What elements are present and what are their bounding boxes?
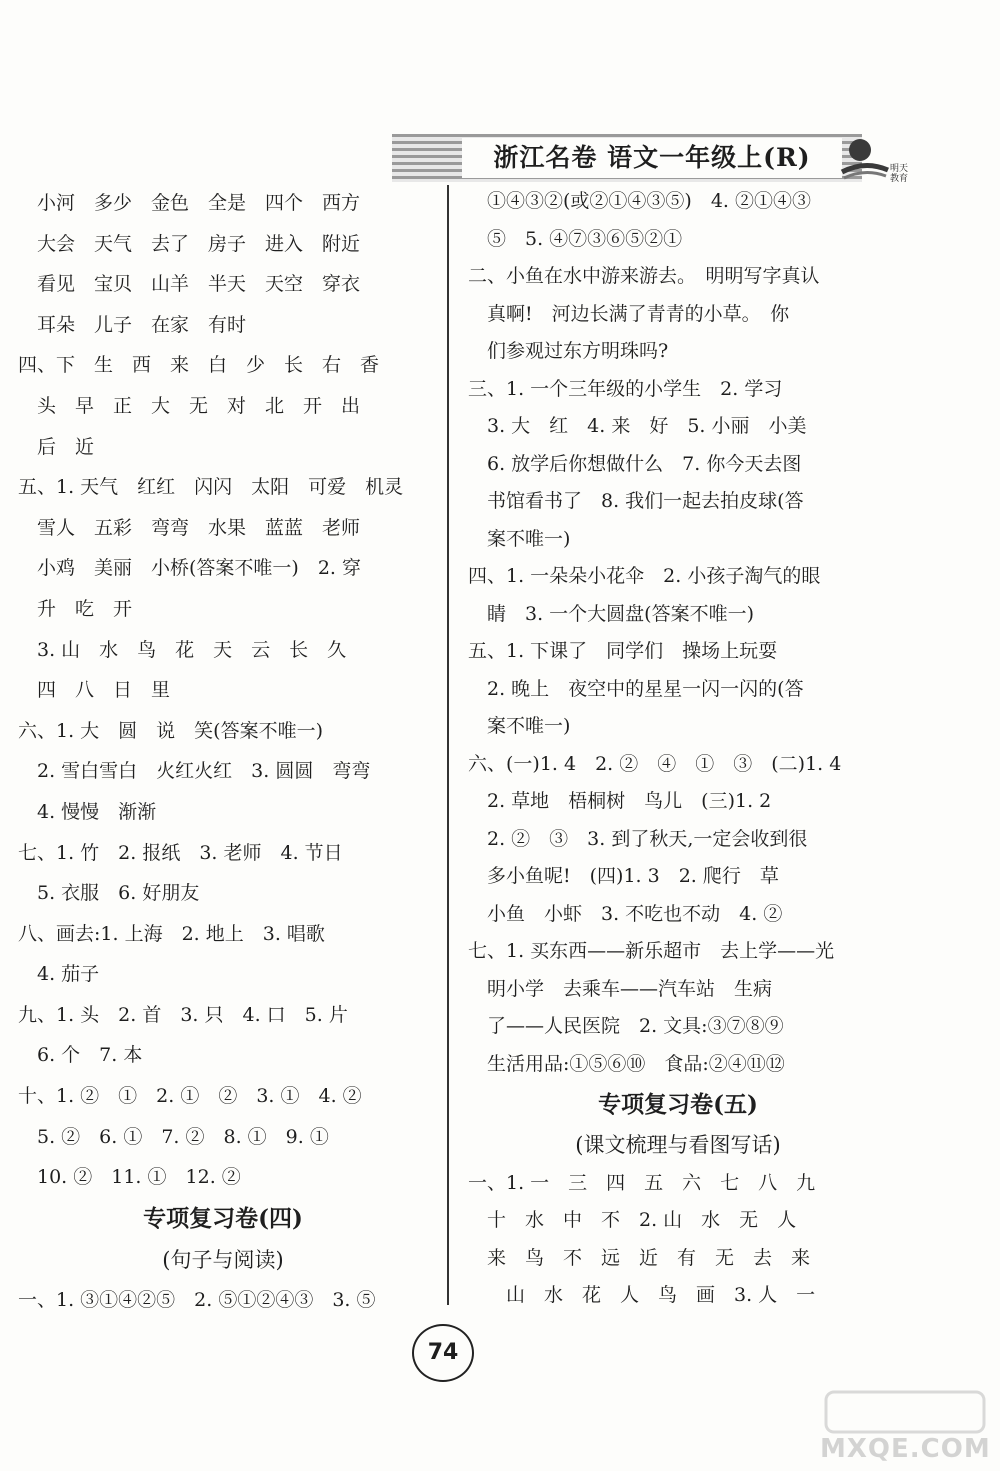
page-number: 74 bbox=[412, 1324, 474, 1382]
answer-line: 七、1. 竹 2. 报纸 3. 老师 4. 节日 bbox=[18, 841, 343, 864]
section-subtitle-5: (课文梳理与看图写话) bbox=[575, 1133, 781, 1157]
right-tail-lines bbox=[468, 1165, 888, 1315]
answer-line: 七、1. 买东西——新乐超市 去上学——光 bbox=[468, 940, 835, 962]
answer-line: 多小鱼呢! (四)1. 3 2. 爬行 草 bbox=[468, 865, 779, 887]
answer-line: 睛 3. 一个大圆盘(答案不唯一) bbox=[468, 602, 754, 625]
answer-line: 十、1. ② ① 2. ① ② 3. ① 4. ② bbox=[18, 1085, 362, 1108]
answer-line: 2. 晚上 夜空中的星星一闪一闪的(答 bbox=[468, 677, 804, 700]
answer-line: 小河 多少 金色 全是 四个 西方 bbox=[18, 192, 361, 214]
answer-line: 看见 宝贝 山羊 半天 天空 穿衣 bbox=[18, 273, 361, 296]
answer-line: 书馆看书了 8. 我们一起去拍皮球(答 bbox=[468, 490, 804, 512]
answer-line: 3. 大 红 4. 来 好 5. 小丽 小美 bbox=[468, 415, 807, 437]
answer-line: 九、1. 头 2. 首 3. 只 4. 口 5. 片 bbox=[18, 1003, 348, 1026]
answer-line: 了——人民医院 2. 文具:③⑦⑧⑨ bbox=[468, 1015, 784, 1037]
header-title: 浙江名卷 语文一年级上(R) bbox=[462, 138, 842, 178]
left-answer-lines bbox=[18, 183, 428, 1198]
answer-line: 十 水 中 不 2. 山 水 无 人 bbox=[468, 1209, 797, 1231]
answer-line: 来 鸟 不 远 近 有 无 去 来 bbox=[468, 1246, 811, 1269]
column-divider bbox=[447, 185, 449, 1305]
answer-line: 雪人 五彩 弯弯 水果 蓝蓝 老师 bbox=[18, 516, 361, 539]
answer-line: 2. ② ③ 3. 到了秋天,一定会收到很 bbox=[468, 827, 808, 850]
answer-line: ①④③②(或②①④③⑤) 4. ②①④③ bbox=[468, 190, 811, 212]
publisher-logo-text: 明天教育 bbox=[890, 164, 909, 184]
answer-line: 案不唯一) bbox=[468, 715, 571, 737]
answer-line: 后 近 bbox=[18, 435, 95, 458]
publisher-logo-icon bbox=[840, 132, 890, 182]
answer-line: 2. 雪白雪白 火红火红 3. 圆圆 弯弯 bbox=[18, 760, 371, 783]
left-column bbox=[18, 183, 428, 1321]
answer-line: 小鸡 美丽 小桥(答案不唯一) 2. 穿 bbox=[18, 557, 361, 580]
watermark-text: MXQE.COM bbox=[820, 1434, 991, 1464]
answer-line: 明小学 去乘车——汽车站 生病 bbox=[468, 977, 773, 1000]
answer-line: 10. ② 11. ① 12. ② bbox=[18, 1166, 241, 1189]
right-answer-lines bbox=[468, 183, 888, 1083]
answer-line: 一、1. 一 三 四 五 六 七 八 九 bbox=[468, 1171, 816, 1194]
answer-line: 四、1. 一朵朵小花伞 2. 小孩子淘气的眼 bbox=[468, 565, 821, 587]
answer-line: 六、1. 大 圆 说 笑(答案不唯一) bbox=[18, 719, 323, 742]
answer-line: 4. 茄子 bbox=[18, 963, 100, 986]
answer-line: 2. 草地 梧桐树 鸟儿 (三)1. 2 bbox=[468, 790, 772, 812]
answer-line: 们参观过东方明珠吗? bbox=[468, 340, 669, 362]
answer-line: 小鱼 小虾 3. 不吃也不动 4. ② bbox=[468, 902, 783, 925]
answer-line: 六、(一)1. 4 2. ② ④ ① ③ (二)1. 4 bbox=[468, 752, 842, 775]
answer-line: 五、1. 天气 红红 闪闪 太阳 可爱 机灵 bbox=[18, 476, 404, 499]
section-title-5: 专项复习卷(五) bbox=[598, 1091, 758, 1118]
answer-line: 真啊! 河边长满了青青的小草。 你 bbox=[468, 302, 790, 325]
answer-line: 四、下 生 西 来 白 少 长 右 香 bbox=[18, 354, 380, 377]
watermark-logo-icon bbox=[820, 1388, 990, 1436]
answer-line: 案不唯一) bbox=[468, 527, 571, 550]
answer-line: 5. ② 6. ① 7. ② 8. ① 9. ① bbox=[18, 1125, 329, 1148]
watermark bbox=[820, 1388, 990, 1466]
answer-line: 大会 天气 去了 房子 进入 附近 bbox=[18, 232, 361, 255]
answer-line: 生活用品:①⑤⑥⑩ 食品:②④⑪⑫ bbox=[468, 1052, 785, 1075]
right-column bbox=[468, 183, 888, 1315]
answer-line: 耳朵 儿子 在家 有时 bbox=[18, 313, 247, 336]
answer-line: 6. 个 7. 本 bbox=[18, 1044, 143, 1067]
answer-line: 5. 衣服 6. 好朋友 bbox=[18, 882, 200, 905]
answer-line: 八、画去:1. 上海 2. 地上 3. 唱歌 bbox=[18, 922, 325, 945]
answer-line: 头 早 正 大 无 对 北 开 出 bbox=[18, 394, 361, 417]
answer-line: 升 吃 开 bbox=[18, 597, 133, 620]
answer-line: 一、1. ③①④②⑤ 2. ⑤①②④③ 3. ⑤ bbox=[18, 1289, 376, 1312]
section-subtitle-4: (句子与阅读) bbox=[162, 1247, 284, 1272]
answer-line: 山 水 花 人 鸟 画 3. 人 一 bbox=[468, 1284, 816, 1306]
section-title-4: 专项复习卷(四) bbox=[143, 1204, 303, 1232]
page-header bbox=[392, 128, 912, 186]
answer-line: 五、1. 下课了 同学们 操场上玩耍 bbox=[468, 640, 778, 662]
answer-line: 四 八 日 里 bbox=[18, 679, 171, 702]
answer-line: 三、1. 一个三年级的小学生 2. 学习 bbox=[468, 377, 783, 400]
answer-line: 4. 慢慢 渐渐 bbox=[18, 800, 157, 823]
answer-line: 3. 山 水 鸟 花 天 云 长 久 bbox=[18, 638, 347, 661]
answer-line: ⑤ 5. ④⑦③⑥⑤②① bbox=[468, 227, 683, 250]
answer-line: 二、小鱼在水中游来游去。 明明写字真认 bbox=[468, 265, 820, 287]
answer-line: 6. 放学后你想做什么 7. 你今天去图 bbox=[468, 452, 802, 475]
